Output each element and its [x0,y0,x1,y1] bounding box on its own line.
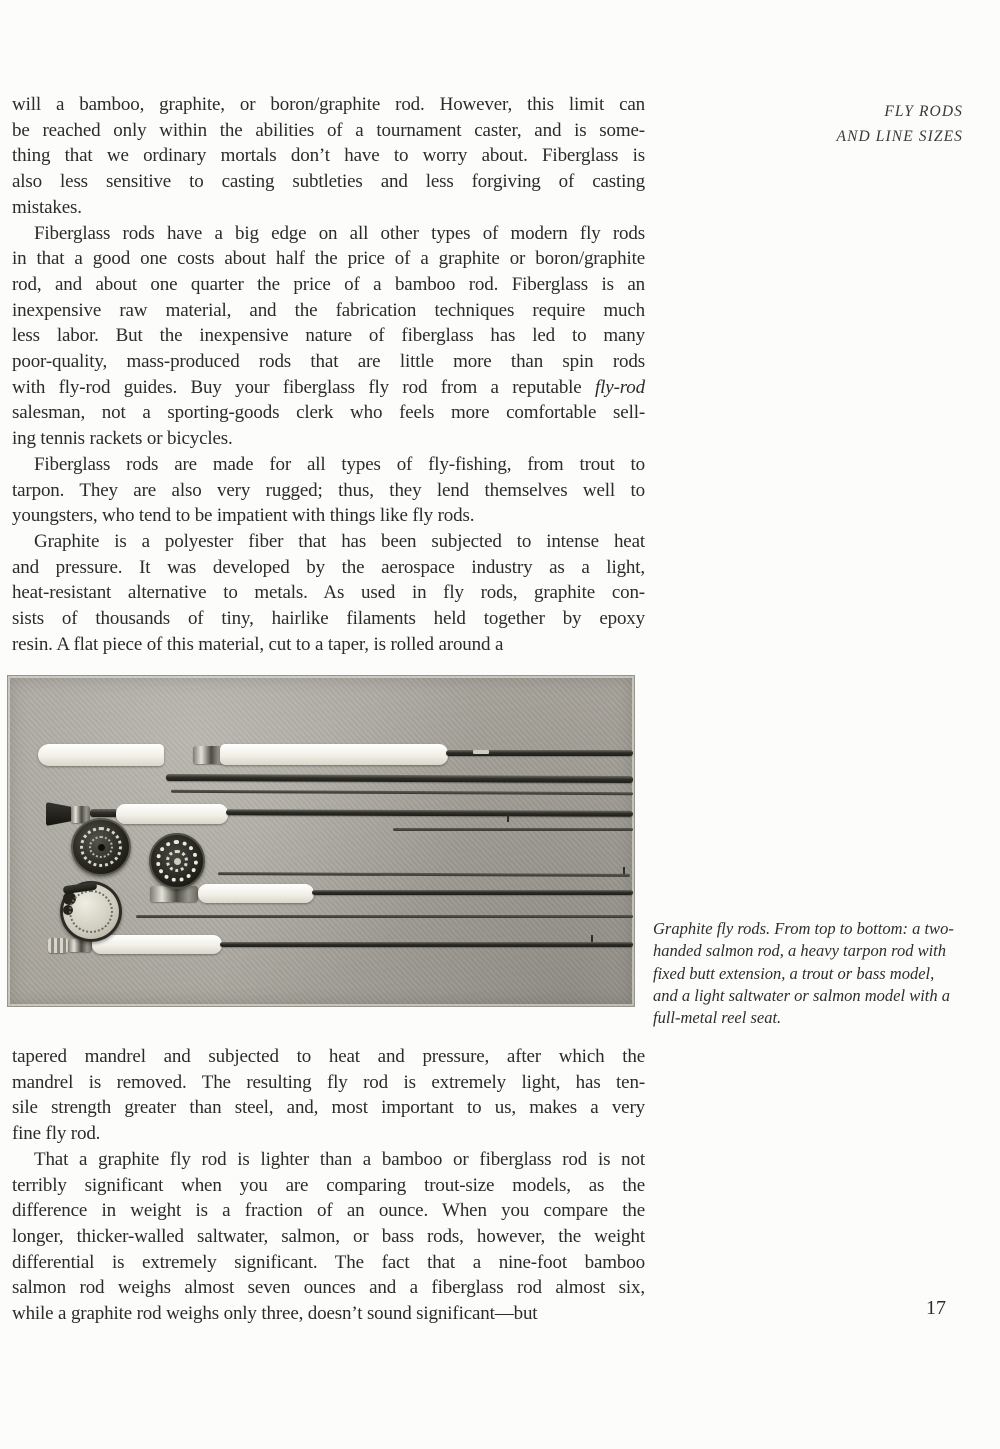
text-line: Graphite is a polyester fiber that has been subjected to intense heat [34,530,645,552]
rod4-grip [92,935,222,954]
rod1-foregrip [220,744,448,765]
text-line: salmon rod weighs almost seven ounces and a fiberglass rod almost six, [12,1277,645,1299]
rod1-label-mark [473,750,489,754]
fly-reel-large-holes [149,833,205,889]
rod2-seat-segment [90,809,118,817]
body-text-top [12,92,645,657]
text-line: be reached only within the abilities of a tournament caster, and is some- [12,119,645,141]
text-line: while a graphite rod weighs only three, doesn’t sound significant—but [12,1303,538,1325]
rod1-rear-grip [38,744,164,766]
fly-reel-metal [60,881,122,942]
caption-line: handed salmon rod, a heavy tarpon rod with [653,941,947,961]
running-header-line-2: AND LINE SIZES [836,127,963,145]
rod4-metal-butt [48,938,68,953]
rod3-grip [198,884,314,903]
text-line: difference in weight is a fraction of an ounce. When you compare the [12,1200,645,1222]
rod1-mid-section [166,774,633,783]
text-line: with fly-rod guides. Buy your fiberglass fly rod from a reputable fly-rod [12,376,645,398]
reel-hub [174,858,181,865]
text-line: That a graphite fly rod is lighter than a bamboo or fiberglass rod is not [34,1148,645,1170]
rod2-tip-section [393,828,633,831]
figure-caption [653,918,983,1029]
body-text-bottom [12,1044,645,1327]
caption-line: fixed butt extension, a trout or bass model, [653,963,935,983]
rod2-butt-extension [46,802,71,826]
page-number: 17 [926,1297,946,1319]
figure-photo [7,675,635,1007]
fly-reel-dark-perforated [71,818,131,876]
rod3-tip-section [218,872,630,877]
rod4-blank [220,942,633,947]
text-line: resin. A flat piece of this material, cut to a taper, is rolled around a [12,633,504,655]
caption-line: and a light saltwater or salmon model with a [653,985,951,1005]
caption-line: full-metal reel seat. [653,1008,782,1028]
rod3-mid-section [136,915,633,918]
rod3-guide-tick [623,867,625,874]
text-line: inexpensive raw material, and the fabrication techniques require much [12,299,645,321]
text-line: ing tennis rackets or bicycles. [12,428,233,450]
reel-foot [63,882,98,895]
text-line: will a bamboo, graphite, or boron/graphite rod. However, this limit can [12,94,645,115]
rod1-tip-section [171,790,633,795]
reel-hole [63,892,76,905]
text-line: salesman, not a sporting-goods clerk who feels more comfortable sell- [12,402,645,424]
text-line: and pressure. It was developed by the aerospace industry as a light, [12,556,645,578]
rod3-blank [312,890,633,895]
text-line: differential is extremely significant. The fact that a nine-foot bamboo [12,1251,645,1273]
text-line: also less sensitive to casting subtleties and less forgiving of casting [12,171,645,193]
text-line: Fiberglass rods are made for all types of fly-fishing, from trout to [34,453,645,475]
text-line: tapered mandrel and subjected to heat and pressure, after which the [12,1046,645,1067]
rod4-guide-tick [591,935,593,942]
reel-hole [63,905,73,915]
caption-line: Graphite fly rods. From top to bottom: a two- [653,919,954,938]
running-header-line-1: FLY RODS [884,103,963,120]
text-line: youngsters, who tend to be impatient with things like fly rods. [12,505,475,527]
text-line: sile strength greater than steel, and, most important to us, makes a very [12,1097,645,1119]
text-line: fine fly rod. [12,1123,101,1145]
text-line: longer, thicker-walled saltwater, salmon, or bass rods, however, the weight [12,1225,645,1247]
text-line: mistakes. [12,196,82,218]
running-header [837,100,964,149]
reel-hub [98,844,105,851]
rod2-guide-tick [507,815,509,822]
text-line: Fiberglass rods have a big edge on all other types of modern fly rods [34,222,645,244]
text-line: mandrel is removed. The resulting fly rod is extremely light, has ten- [12,1071,645,1093]
rod2-blank [226,809,633,816]
text-line: in that a good one costs about half the price of a graphite or boron/graphite [12,248,645,270]
text-line: rod, and about one quarter the price of a bamboo rod. Fiberglass is an [12,273,645,295]
text-line: terribly significant when you are comparing trout-size models, as the [12,1174,645,1196]
text-line: less labor. But the inexpensive nature of fiberglass has led to many [12,325,645,347]
text-line: tarpon. They are also very rugged; thus, they lend themselves well to [12,479,645,501]
text-line: sists of thousands of tiny, hairlike filaments held together by epoxy [12,608,645,630]
text-line: thing that we ordinary mortals don’t have to worry about. Fiberglass is [12,145,645,167]
rod2-grip [116,804,228,824]
text-line: poor-quality, mass-produced rods that are little more than spin rods [12,351,645,373]
text-line: heat-resistant alternative to metals. As used in fly rods, graphite con- [12,582,645,604]
